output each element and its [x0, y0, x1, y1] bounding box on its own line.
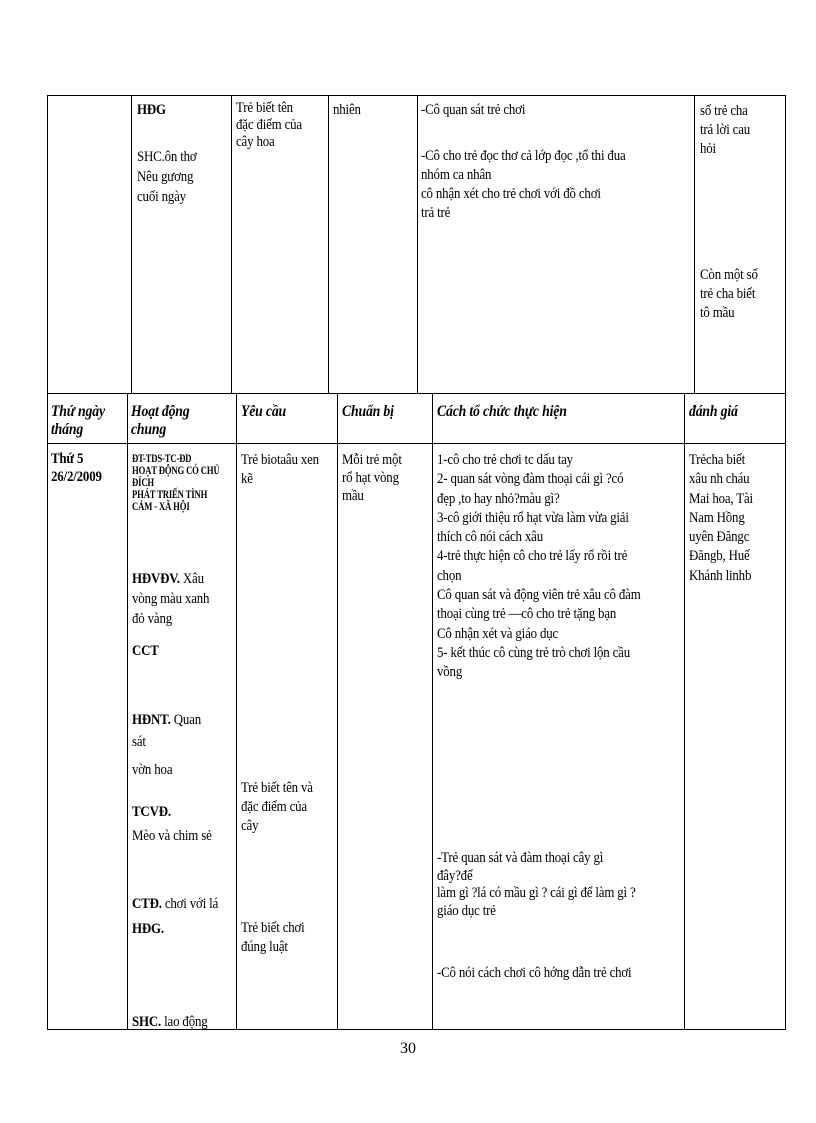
table-border-left [47, 95, 48, 1030]
divider [236, 393, 237, 1030]
row-date: Thứ 5 26/2/2009 [51, 451, 102, 485]
activity-tcvd-label: TCVĐ. [132, 804, 171, 820]
divider [328, 95, 329, 393]
divider [417, 95, 418, 393]
page-number: 30 [400, 1040, 416, 1057]
requirement-r3: Trẻ biết chơi đúng luật [241, 920, 305, 955]
header-requirement: Yêu cầu [241, 403, 287, 420]
method-p1: -Cô quan sát trẻ chơi [421, 102, 526, 118]
activity-cct: CCT [132, 643, 159, 659]
divider [432, 393, 433, 1030]
divider [684, 393, 685, 1030]
method-m1: 1-cô cho trẻ chơi tc dấu tay 2- quan sát vòng đàm thoại cái gì ?có đẹp ,to hay nhỏ?màu gì? 3-cô giới thiệu rổ hạt vừa làm vừa giải thích cô nói cách xâu 4-trẻ thực hiện cô cho trẻ lấy rổ rồi trẻ chọn Cô quan sát và động viên trẻ xâu cô đàm thoại cùng trẻ —cô cho trẻ tặng bạn Cô nhận xét và giáo dục 5- kết thúc cô cùng trẻ trò chơi lộn cầu vồng [437, 452, 641, 681]
activity-tcvd-text: Mèo và chim sẻ [132, 828, 212, 844]
activity-shc: SHC.ôn thơ Nêu gương cuối ngày [137, 149, 197, 205]
divider [127, 393, 128, 1030]
requirement-r2: Trẻ biết tên và đặc điểm của cây [241, 780, 313, 834]
divider [694, 95, 695, 393]
activity-hdvdv-label: HĐVĐV. [132, 571, 180, 587]
activity-hdg: HĐG. [132, 921, 164, 937]
evaluation-cell: Trẻcha biết xâu nh cháu Mai hoa, Tài Nam Hồng uyên Đăngc Đăngb, Huế Khánh linhb [689, 452, 753, 584]
divider [231, 95, 232, 393]
evaluation-p2: Còn một số trẻ cha biết tô mầu [700, 267, 758, 321]
header-row-top [47, 393, 786, 394]
header-date: Thứ ngày tháng [51, 403, 105, 438]
preparation-cell: nhiên [333, 102, 361, 118]
activity-ctd [132, 874, 218, 914]
activity-hdvdv-text: Xâu vòng màu xanh đỏ vàng [132, 571, 210, 627]
activity-ctd-text: chơi với lá [161, 896, 219, 912]
evaluation-p1: số trẻ cha trả lời cau hỏi [700, 103, 751, 157]
divider [337, 393, 338, 1030]
header-row-bottom [47, 443, 786, 444]
header-method: Cách tổ chức thực hiện [437, 403, 567, 420]
method-p2: -Cô cho trẻ đọc thơ cả lớp đọc ,tổ thi đua nhóm ca nhân cô nhận xét cho trẻ chơi với đồ chơi trả trẻ [421, 148, 626, 221]
activity-topic: ĐT-TDS-TC-ĐD HOẠT ĐỘNG CÓ CHỦ ĐÍCH PHÁT TRIỂN TÌNH CẢM - XÃ HỘI [132, 451, 220, 513]
activity-von-hoa: vờn hoa [132, 762, 173, 778]
header-preparation: Chuẩn bị [342, 403, 394, 420]
requirement-r1: Trẻ biotaâu xen kẽ [241, 452, 319, 487]
divider [131, 95, 132, 393]
preparation-cell: Mỗi trẻ một rổ hạt vòng mầu [342, 452, 402, 504]
requirement-cell: Trẻ biết tên đặc điểm của cây hoa [236, 100, 302, 150]
method-m3: -Cô nói cách chơi cô hớng dẫn trẻ chơi [437, 965, 632, 981]
activity-ctd-label: CTĐ. [132, 896, 162, 912]
activity-shc-text: lao động [161, 1014, 208, 1030]
activity-shc-label: SHC. [132, 1014, 162, 1030]
activity-hdnt-text: Quan sát [132, 712, 202, 750]
activity-hdnt-label: HĐNT. [132, 712, 171, 728]
activity-shc [132, 992, 208, 1032]
activity-hdnt [132, 687, 201, 753]
header-evaluation: đánh giá [689, 403, 738, 420]
activity-hdg: HĐG [137, 102, 166, 118]
method-m2: -Trẻ quan sát và đàm thoại cây gì đây?để làm gì ?lá có mầu gì ? cái gì để làm gì ? giáo dục trẻ [437, 850, 636, 919]
header-activity: Hoạt động chung [131, 403, 190, 438]
table-border-right [785, 95, 786, 1030]
activity-hdvdv [132, 549, 209, 629]
